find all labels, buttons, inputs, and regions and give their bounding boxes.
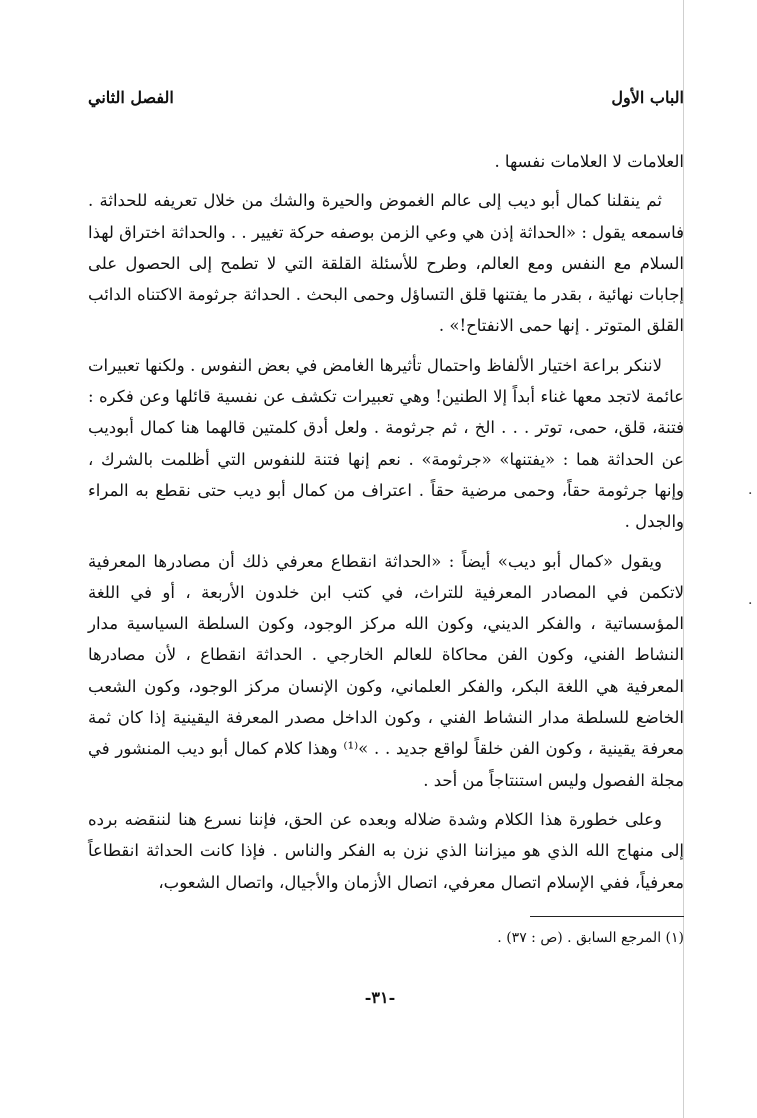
paragraph: العلامات لا العلامات نفسها .	[494, 152, 684, 171]
running-header	[88, 88, 684, 112]
body-text	[88, 146, 684, 906]
paragraph: ثم ينقلنا كمال أبو ديب إلى عالم الغموض والحيرة والشك من خلال تعريفه للحداثة . فاسمعه يقول : «الحداثة إذن هي وعي الزمن بوصفه حركة تغيير . . والحداثة اختراق لهذا السلام مع النفس ومع العالم، وطرح للأسئلة القلقة التي لا تطمح إلى الحصول على إجابات نهائية ، بقدر ما يفتنها قلق التساؤل وحمى البحث . الحداثة جرثومة الاكتناه الدائب القلق المتوتر . إنها حمى الانفتاح!» .	[88, 191, 684, 336]
footnote: (١) المرجع السابق . (ص : ٣٧) .	[497, 930, 684, 946]
header-chapter-part: الباب الأول	[611, 88, 684, 107]
header-chapter-section: الفصل الثاني	[88, 88, 174, 107]
footnote-divider	[530, 916, 684, 917]
paragraph: وعلى خطورة هذا الكلام وشدة ضلاله وبعده عن الحق، فإننا نسرع هنا لننقضه برده إلى منهاج الله الذي هو ميزاننا الذي نزن به الفكر والناس . فإذا كانت الحداثة انقطاعاً معرفياً، ففي الإسلام اتصال معرفي، اتصال الأزمان والأجيال، واتصال الشعوب،	[88, 809, 684, 892]
margin-mark: .	[748, 482, 753, 498]
margin-mark: .	[748, 592, 753, 608]
page-number: -٣١-	[364, 988, 396, 1007]
paragraph: ويقول «كمال أبو ديب» أيضاً : «الحداثة انقطاع معرفي ذلك أن مصادرها المعرفية لاتكمن في المصادر المعرفية للتراث، في كتب ابن خلدون الأربعة ، أو في اللغة المؤسساتية ، والفكر الديني، وكون الله مركز الوجود، وكون السلطة السياسية مدار النشاط الفني، وكون الفن محاكاة للعالم الخارجي . الحداثة انقطاع ، لأن مصادرها المعرفية هي اللغة البكر، والفكر العلماني، وكون الإنسان مركز الوجود، وكون الشعب الخاضع للسلطة مدار النشاط الفني ، وكون الداخل مصدر المعرفة اليقينية إذا كان ثمة معرفة يقينية ، وكون الفن خلقاً لواقع جديد . . »⁽¹⁾ وهذا كلام كمال أبو ديب المنشور في مجلة الفصول وليس استنتاجاً من أحد .	[88, 551, 684, 790]
paragraph: لاننكر براعة اختيار الألفاظ واحتمال تأثيرها الغامض في بعض النفوس . ولكنها تعبيرات عائمة لاتجد معها غناء أبداً إلا الطنين! وهي تعبيرات تكشف عن نفسية قائلها وعن فكره : فتنة، قلق، حمى، توتر . . . الخ ، ثم جرثومة . ولعل أدق كلمتين قالهما هنا كمال أبوديب عن الحداثة هما : «يفتنها» «جرثومة» . نعم إنها فتنة للنفوس التي أظلمت بالشرك ، وإنها جرثومة حقاً، وحمى مرضية حقاً . اعتراف من كمال أبو ديب حتى نقطع به المراء والجدل .	[88, 355, 684, 532]
